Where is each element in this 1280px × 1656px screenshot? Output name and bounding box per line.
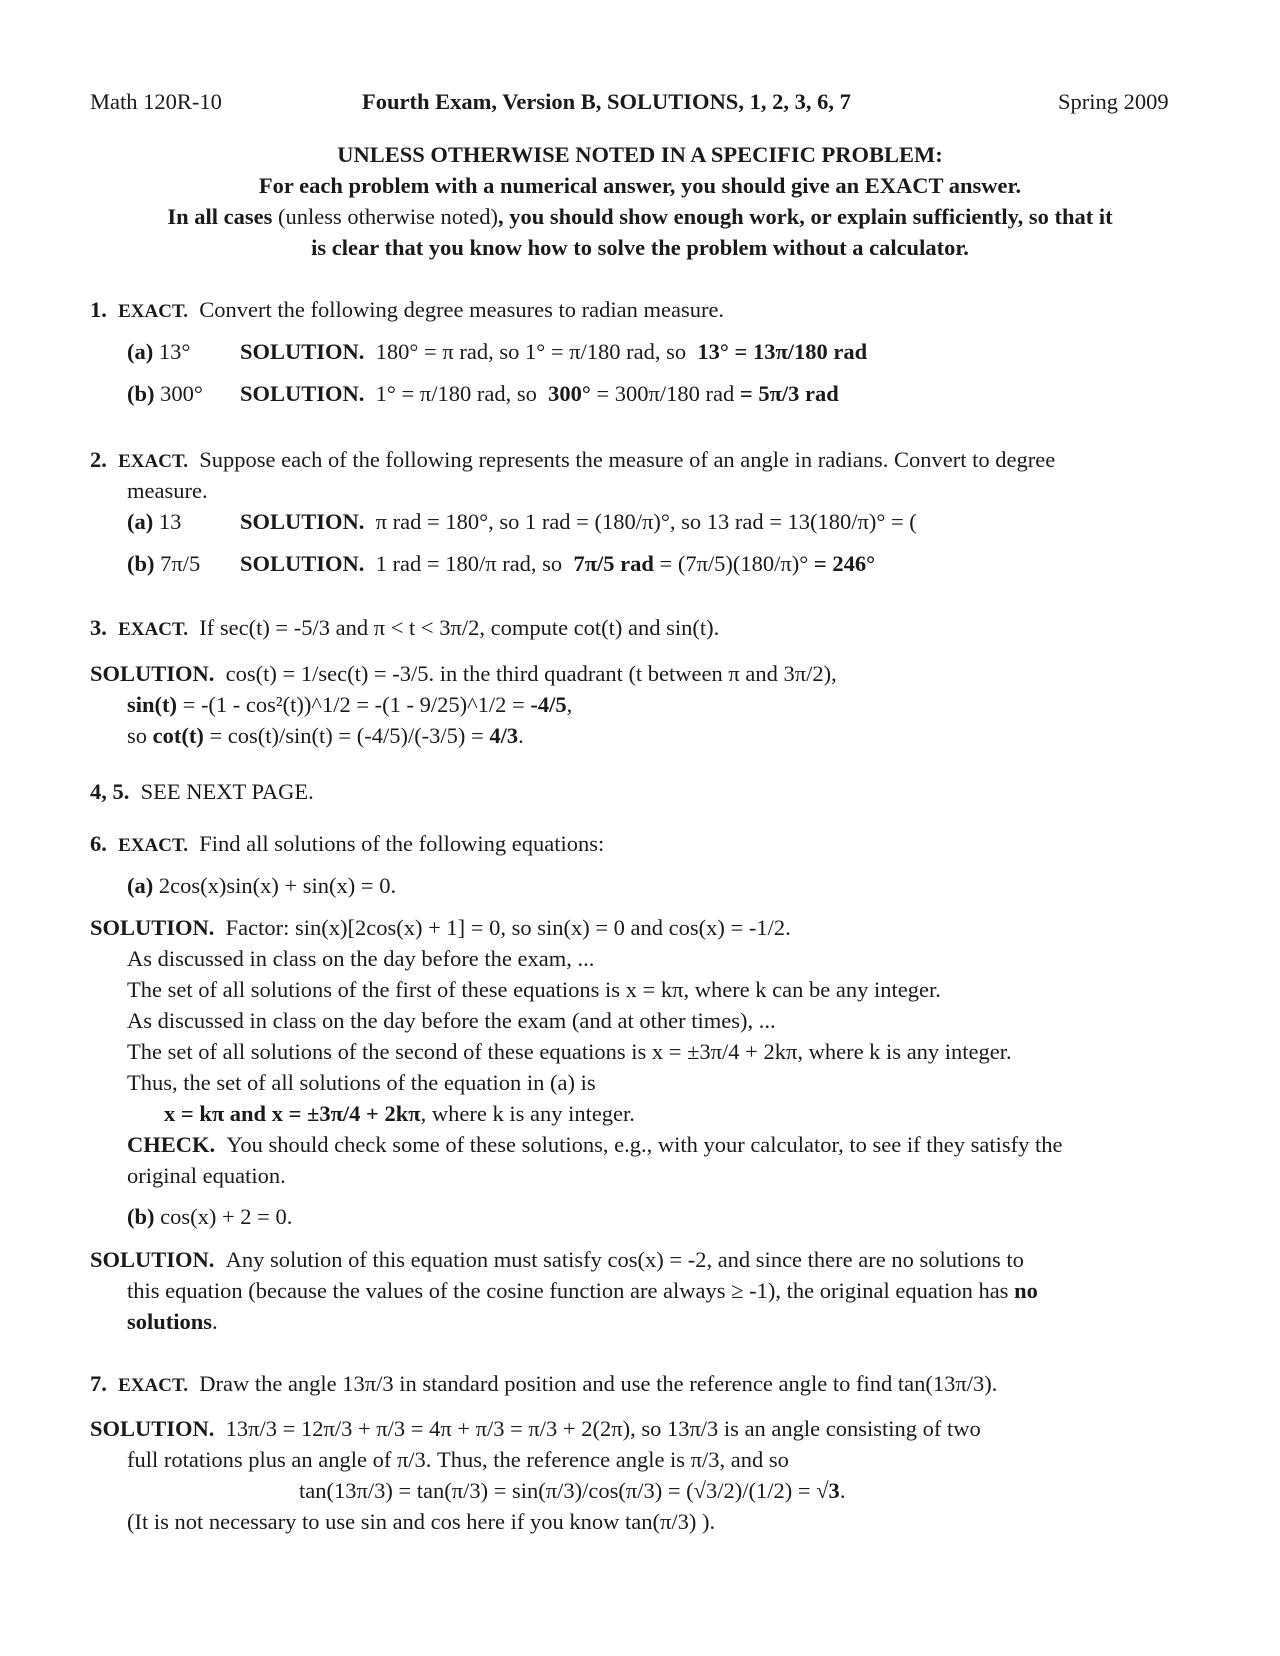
problem-7-prompt: Draw the angle 13π/3 in standard position and use the reference angle to find tan(13π/3). — [199, 1371, 998, 1396]
problem-6b-solution-line-2 — [127, 1277, 1038, 1305]
problem-6a-s5: The set of all solutions of the second of these equations is x = ±3π/4 + 2kπ, where k is any integer. — [127, 1039, 1012, 1064]
problem-7-solution-label: SOLUTION. — [90, 1416, 215, 1441]
problem-1a-solution — [240, 338, 867, 366]
instructions-line-4: is clear that you know how to solve the problem without a calculator. — [311, 235, 969, 260]
problem-6a-solution-label: SOLUTION. — [90, 915, 215, 940]
problem-7-solution-line-1 — [90, 1415, 981, 1443]
problem-7-s4: (It is not necessary to use sin and cos here if you know tan(π/3) ). — [127, 1509, 716, 1534]
course-name: Math 120R-10 — [90, 89, 222, 114]
problem-3-sin-answer: -4/5 — [530, 692, 567, 717]
problem-7-number: 7. — [90, 1371, 107, 1396]
problem-6-tag: EXACT. — [118, 835, 188, 856]
problems-4-5-number: 4, 5. — [90, 779, 130, 804]
problem-6a-letter: (a) — [127, 873, 154, 898]
problem-7-s1: 13π/3 = 12π/3 + π/3 = 4π + π/3 = π/3 + 2(2π), so 13π/3 is an angle consisting of two — [225, 1416, 981, 1441]
problem-6a-answer: x = kπ and x = ±3π/4 + 2kπ — [164, 1101, 421, 1126]
problem-3-tag: EXACT. — [118, 619, 188, 640]
problem-1b-work-2: = 300π/180 rad — [596, 381, 735, 406]
problem-2b-label — [127, 550, 200, 578]
problem-3-heading — [90, 614, 719, 644]
problem-1-number: 1. — [90, 297, 107, 322]
exam-term: Spring 2009 — [1058, 89, 1169, 114]
problem-6a-s4: As discussed in class on the day before the exam (and at other times), ... — [127, 1008, 776, 1033]
problem-3-sin-comma: , — [566, 692, 573, 717]
problem-2a-value: 13 — [158, 509, 182, 534]
problem-1a-letter: (a) — [127, 339, 154, 364]
problem-6b-s2: this equation (because the values of the cosine function are always ≥ -1), the original equation has — [127, 1278, 1015, 1303]
problem-6b-period: . — [212, 1309, 218, 1334]
problem-2b-answer: = 246° — [813, 551, 876, 576]
problem-6a-equation — [127, 872, 396, 900]
problems-4-5-text: SEE NEXT PAGE. — [140, 779, 314, 804]
problem-6a-check-text-2: original equation. — [127, 1163, 286, 1188]
problem-2b-work-1: 1 rad = 180/π rad, so — [375, 551, 563, 576]
instructions-line-3 — [0, 203, 1280, 231]
problem-6a-eq: 2cos(x)sin(x) + sin(x) = 0. — [158, 873, 397, 898]
problem-6a-check-label: CHECK. — [127, 1132, 216, 1157]
problem-2b-solution-label: SOLUTION. — [240, 551, 365, 576]
problem-6b-no: no — [1014, 1278, 1038, 1303]
problem-6b-solution-line-1 — [90, 1246, 1024, 1274]
problem-3-prompt: If sec(t) = -5/3 and π < t < 3π/2, compute cot(t) and sin(t). — [199, 615, 720, 640]
problem-1b-work-1: 1° = π/180 rad, so — [375, 381, 537, 406]
problem-3-solution-line-3 — [127, 722, 524, 750]
problem-1-heading — [90, 296, 724, 326]
problem-6b-eq: cos(x) + 2 = 0. — [160, 1204, 293, 1229]
problem-2b-work-2: = (7π/5)(180/π)° — [659, 551, 809, 576]
exam-title: Fourth Exam, Version B, SOLUTIONS, 1, 2, 3, 6, 7 — [362, 89, 851, 114]
problem-6a-s1: Factor: sin(x)[2cos(x) + 1] = 0, so sin(x) = 0 and cos(x) = -1/2. — [225, 915, 791, 940]
problem-1-prompt: Convert the following degree measures to radian measure. — [199, 297, 725, 322]
problem-2a-label — [127, 508, 181, 536]
problem-3-cot-label: cot(t) — [152, 723, 204, 748]
problem-6-heading — [90, 830, 604, 860]
problems-4-5-note — [90, 778, 314, 806]
problem-2-prompt-2: measure. — [127, 478, 208, 503]
instructions-line-2: For each problem with a numerical answer, you should give an EXACT answer. — [258, 173, 1022, 198]
problem-7-heading — [90, 1370, 997, 1400]
problem-6a-check-text: You should check some of these solutions, e.g., with your calculator, to see if they satisfy the — [226, 1132, 1063, 1157]
problem-1b-label — [127, 380, 203, 408]
problem-7-s2: full rotations plus an angle of π/3. Thus, the reference angle is π/3, and so — [127, 1447, 789, 1472]
problem-7-answer: √3 — [816, 1478, 840, 1503]
problem-3-sin-label: sin(t) — [127, 692, 177, 717]
problem-7-s3: tan(13π/3) = tan(π/3) = sin(π/3)/cos(π/3) = (√3/2)/(1/2) = — [299, 1478, 817, 1503]
problem-1b-letter: (b) — [127, 381, 155, 406]
instructions-line-3c: , you should show enough work, or explain sufficiently, so that it — [497, 204, 1113, 229]
problem-6a-answer-tail: , where k is any integer. — [420, 1101, 635, 1126]
problem-3-solution-label: SOLUTION. — [90, 661, 215, 686]
problem-1b-bold-1: 300° — [548, 381, 591, 406]
problem-2-number: 2. — [90, 447, 107, 472]
problem-6a-answer-line — [164, 1100, 635, 1128]
problem-2a-solution — [240, 508, 917, 536]
problem-3-cot-answer: 4/3 — [489, 723, 519, 748]
problem-1b-solution-label: SOLUTION. — [240, 381, 365, 406]
problem-6b-solution-label: SOLUTION. — [90, 1247, 215, 1272]
problem-2b-letter: (b) — [127, 551, 155, 576]
problem-1a-value: 13° — [158, 339, 191, 364]
problem-3-sin-work: = -(1 - cos²(t))^1/2 = -(1 - 9/25)^1/2 = — [177, 692, 525, 717]
problem-6-number: 6. — [90, 831, 107, 856]
problem-6b-solution-line-3 — [127, 1308, 218, 1336]
problem-1b-solution — [240, 380, 839, 408]
problem-1a-label — [127, 338, 190, 366]
problem-3-number: 3. — [90, 615, 107, 640]
problem-6a-s2: As discussed in class on the day before the exam, ... — [127, 946, 595, 971]
problem-6a-s3: The set of all solutions of the first of these equations is x = kπ, where k can be any integer. — [127, 977, 941, 1002]
problem-2a-letter: (a) — [127, 509, 154, 534]
problem-6b-equation — [127, 1203, 292, 1231]
problem-2b-bold-1: 7π/5 rad — [573, 551, 654, 576]
problem-2a-work: π rad = 180°, so 1 rad = (180/π)°, so 13 rad = 13(180/π)° = ( — [375, 509, 917, 534]
problem-3-solution-line-2 — [127, 691, 572, 719]
problem-1-tag: EXACT. — [118, 301, 188, 322]
instructions-line-3b: (unless otherwise noted) — [272, 204, 498, 229]
problem-6a-check-line — [127, 1131, 1062, 1159]
problem-3-so: so — [127, 723, 153, 748]
instructions-line-1: UNLESS OTHERWISE NOTED IN A SPECIFIC PROBLEM: — [337, 142, 943, 167]
problem-2-heading — [90, 446, 1055, 476]
problem-1a-answer: 13° = 13π/180 rad — [697, 339, 868, 364]
problem-3-solution-line-1 — [90, 660, 837, 688]
problem-6b-s1: Any solution of this equation must satisfy cos(x) = -2, and since there are no solutions to — [225, 1247, 1024, 1272]
problem-1a-work: 180° = π rad, so 1° = π/180 rad, so — [375, 339, 687, 364]
problem-2a-solution-label: SOLUTION. — [240, 509, 365, 534]
problem-6a-s6: Thus, the set of all solutions of the equation in (a) is — [127, 1070, 596, 1095]
problem-6b-letter: (b) — [127, 1204, 155, 1229]
problem-6b-solutions: solutions — [127, 1309, 213, 1334]
problem-7-solution-line-3 — [299, 1477, 845, 1505]
problem-2b-value: 7π/5 — [160, 551, 201, 576]
problem-1b-value: 300° — [160, 381, 203, 406]
instructions-line-3a: In all cases — [167, 204, 273, 229]
problem-7-period: . — [839, 1478, 846, 1503]
problem-1b-answer: = 5π/3 rad — [739, 381, 839, 406]
problem-3-cot-work: = cos(t)/sin(t) = (-4/5)/(-3/5) = — [203, 723, 490, 748]
problem-3-cot-period: . — [518, 723, 524, 748]
problem-2-prompt-1: Suppose each of the following represents the measure of an angle in radians. Convert to degree — [199, 447, 1056, 472]
problem-7-tag: EXACT. — [118, 1375, 188, 1396]
problem-2b-solution — [240, 550, 875, 578]
problem-6-prompt: Find all solutions of the following equations: — [199, 831, 605, 856]
problem-2-tag: EXACT. — [118, 451, 188, 472]
problem-6a-solution-line-1 — [90, 914, 791, 942]
problem-3-line-1: cos(t) = 1/sec(t) = -3/5. in the third quadrant (t between π and 3π/2), — [225, 661, 837, 686]
problem-1a-solution-label: SOLUTION. — [240, 339, 365, 364]
